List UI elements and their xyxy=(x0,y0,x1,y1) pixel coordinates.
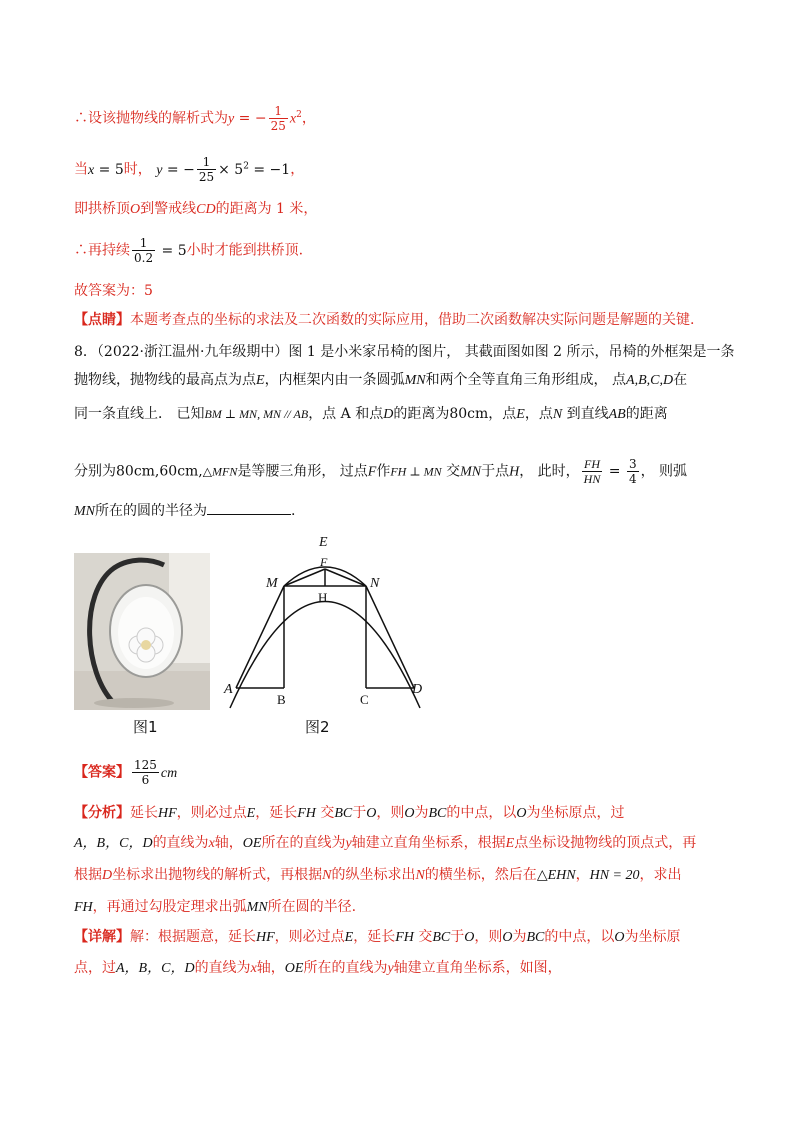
problem-line-2 xyxy=(74,369,726,392)
hanging-chair-illustration xyxy=(74,553,210,710)
text: 交 xyxy=(315,805,335,821)
var-hf: HF xyxy=(158,806,177,821)
text: ， xyxy=(301,110,316,127)
segment-dn xyxy=(366,586,414,688)
text: 的直线为 xyxy=(194,960,251,976)
label-e: E xyxy=(319,535,328,550)
var-o: O xyxy=(130,202,141,217)
var-y: y xyxy=(156,162,163,178)
text: . xyxy=(291,503,296,519)
analysis-line-3 xyxy=(74,864,726,887)
fraction xyxy=(627,457,639,486)
points-abcd: A，B，C，D xyxy=(116,961,195,976)
answer-line: 故答案为：5 xyxy=(74,283,153,299)
var-o: O xyxy=(516,806,527,821)
label-n: N xyxy=(370,576,380,591)
tag-key-point: 【点睛】 xyxy=(74,312,130,328)
var-cd: CD xyxy=(196,202,216,217)
text: 作 xyxy=(376,463,391,480)
detail-line-2 xyxy=(74,957,726,980)
solution-line-3 xyxy=(74,198,726,221)
frac-den: HN xyxy=(583,472,601,486)
text: 时， xyxy=(123,161,152,178)
text: 点坐标设抛物线的顶点式，再 xyxy=(514,835,697,851)
text: = xyxy=(604,463,625,480)
text: 即拱桥顶 xyxy=(74,201,130,217)
figure-2-diagram xyxy=(222,530,437,710)
answer-blank xyxy=(207,500,291,515)
text: ，内框架内由一条圆弧 xyxy=(264,372,405,388)
frac-den: 25 xyxy=(270,119,286,134)
text: 所在的直线为 xyxy=(303,960,388,976)
text: 所在的直线为 xyxy=(261,835,346,851)
var-hf: HF xyxy=(256,930,275,945)
var-x: x xyxy=(250,961,257,976)
text: 到直线 xyxy=(562,406,609,422)
var-mn: MN xyxy=(460,464,482,480)
var-o: O xyxy=(614,930,625,945)
frac-den: 25 xyxy=(198,170,215,185)
var-d: D xyxy=(102,868,113,883)
var-x: x xyxy=(88,162,95,178)
text: 轴建立直角坐标系，如图， xyxy=(393,960,562,976)
condition-formula: BM ⊥ MN, MN // AB xyxy=(204,407,309,421)
solution-line-2 xyxy=(74,155,726,184)
frac-num: 1 xyxy=(269,104,288,119)
var-oe: OE xyxy=(284,961,304,976)
fraction xyxy=(582,457,603,486)
text: = − xyxy=(234,110,267,127)
var-fh: FH xyxy=(74,900,93,915)
value: 80cm xyxy=(449,406,489,422)
var-e: E xyxy=(516,407,525,422)
label-h: H xyxy=(318,590,328,605)
var-e: E xyxy=(344,930,354,945)
var-x: x xyxy=(208,836,215,851)
text: ，点 A 和点 xyxy=(308,406,384,422)
var-o: O xyxy=(404,806,415,821)
var-bc: BC xyxy=(526,930,545,945)
text: ，点 xyxy=(488,406,517,422)
text: ∴设该抛物线的解析式为 xyxy=(74,110,228,127)
label-c: C xyxy=(360,692,369,707)
text: 所在圆的半径. xyxy=(267,899,357,915)
text: 的距离 xyxy=(625,406,668,422)
var-n: N xyxy=(552,407,563,422)
solution-line-1 xyxy=(74,104,726,133)
var-h: H xyxy=(509,464,520,480)
var-abcd: A,B,C,D xyxy=(626,373,674,388)
detail-line-1 xyxy=(74,926,726,949)
analysis-line-1 xyxy=(74,802,726,825)
text: ， 则弧 xyxy=(640,463,688,480)
var-o: O xyxy=(366,806,377,821)
text: 小时才能到拱桥顶. xyxy=(186,242,304,259)
var-o: O xyxy=(464,930,475,945)
figure-1-caption: 图1 xyxy=(133,718,158,736)
frac-den: 4 xyxy=(628,472,637,486)
text: ， xyxy=(575,867,590,883)
frac-num: 3 xyxy=(628,457,637,471)
text: 坐标求出抛物线的解析式，再根据 xyxy=(112,867,323,883)
problem-line-5 xyxy=(74,500,726,523)
frac-num: FH xyxy=(582,457,603,472)
text: 为 xyxy=(414,805,429,821)
text: 的直线为 xyxy=(152,835,209,851)
var-n: N xyxy=(322,868,332,883)
var-ab: AB xyxy=(608,407,626,422)
var-mn: MN xyxy=(404,373,426,388)
label-m: M xyxy=(266,576,278,591)
triangle-ehn: △EHN xyxy=(536,868,576,883)
text: ，延长 xyxy=(353,929,396,945)
problem-line-4 xyxy=(74,457,726,486)
key-point-line xyxy=(74,309,726,331)
frac-den: 6 xyxy=(141,773,150,787)
exponent: 2 xyxy=(296,110,302,120)
text: 分别为 xyxy=(74,463,116,480)
text: ，求出 xyxy=(639,867,682,883)
var-y: y xyxy=(387,961,394,976)
label-b: B xyxy=(277,692,286,707)
problem-line-1: 8．（2022·浙江温州·九年级期中）图 1 是小米家吊椅的图片， 其截面图如图 2 所示，吊椅的外框架是一条 xyxy=(74,344,735,360)
triangle-mfn: △MFN xyxy=(202,464,238,479)
frac-num: 1 xyxy=(197,155,216,170)
var-y: y xyxy=(228,111,235,127)
text: 延长 xyxy=(130,805,158,821)
text: = 5 xyxy=(94,161,124,178)
text: = − xyxy=(162,161,195,178)
text: 于点 xyxy=(481,463,510,480)
unit: cm xyxy=(160,765,178,781)
text: = −1 xyxy=(248,161,291,178)
var-y: y xyxy=(345,836,352,851)
points-abcd: A，B，C，D xyxy=(74,836,153,851)
fraction xyxy=(132,236,155,265)
text: ， 此时， xyxy=(519,463,580,480)
var-x: x xyxy=(289,111,297,127)
var-fh: FH xyxy=(395,930,414,945)
var-n: N xyxy=(415,868,425,883)
text: 为坐标原 xyxy=(624,929,681,945)
text: 的纵坐标求出 xyxy=(331,867,416,883)
text: 轴， xyxy=(214,835,243,851)
text: 于 xyxy=(450,929,465,945)
text: 解：根据题意，延长 xyxy=(130,929,256,945)
hn-equation: HN = 20 xyxy=(589,868,640,883)
outer-parabola xyxy=(230,602,423,709)
text: 当 xyxy=(74,161,88,178)
text: 的横坐标，然后在 xyxy=(424,867,537,883)
var-bc: BC xyxy=(334,806,353,821)
label-a: A xyxy=(224,682,233,697)
text: 的距离为 xyxy=(393,406,450,422)
text: 本题考查点的坐标的求法及二次函数的实际应用，借助二次函数解决实际问题是解题的关键. xyxy=(130,312,695,328)
text: × 5 xyxy=(218,161,244,178)
tag-analysis: 【分析】 xyxy=(74,805,130,821)
var-e: E xyxy=(505,836,515,851)
text: ， xyxy=(290,161,305,178)
var-d: D xyxy=(383,407,394,422)
solution-line-4 xyxy=(74,236,726,265)
var-bc: BC xyxy=(428,806,447,821)
var-o: O xyxy=(502,930,513,945)
text: 于 xyxy=(352,805,367,821)
tag-answer: 【答案】 xyxy=(74,764,130,781)
text: ，则 xyxy=(376,805,405,821)
text: 交 xyxy=(413,929,433,945)
var-mn: MN xyxy=(246,900,268,915)
hanging-chair-photo xyxy=(74,553,210,710)
var-bc: BC xyxy=(432,930,451,945)
text: 的中点，以 xyxy=(544,929,615,945)
label-d: D xyxy=(412,682,423,697)
label-f: F xyxy=(320,555,328,569)
var-oe: OE xyxy=(242,836,262,851)
problem-line-3 xyxy=(74,403,726,426)
text: 是等腰三角形， 过点 xyxy=(237,463,368,480)
analysis-line-4 xyxy=(74,896,726,919)
value: 80cm,60cm, xyxy=(116,463,203,480)
text: 同一条直线上． 已知 xyxy=(74,406,205,422)
frac-num: 125 xyxy=(134,758,157,772)
text: ∴再持续 xyxy=(74,242,130,259)
analysis-line-2 xyxy=(74,832,726,855)
segment-am xyxy=(236,586,284,688)
figure-2-caption: 图2 xyxy=(305,718,330,736)
text: 在 xyxy=(673,372,688,388)
var-mn: MN xyxy=(74,504,95,519)
text: 轴建立直角坐标系，根据 xyxy=(351,835,506,851)
text: 点，过 xyxy=(74,960,116,976)
text: ，点 xyxy=(524,406,553,422)
text: 和两个全等直角三角形组成， 点 xyxy=(425,372,627,388)
exponent: 2 xyxy=(243,161,249,171)
text: ，则必过点 xyxy=(176,805,247,821)
text: = 5 xyxy=(157,242,187,259)
text: ，再通过勾股定理求出弧 xyxy=(92,899,247,915)
text: 交 xyxy=(441,463,461,480)
text: ，则 xyxy=(474,929,503,945)
frac-num: 1 xyxy=(132,236,155,251)
text: ，则必过点 xyxy=(274,929,345,945)
text: 的中点，以 xyxy=(446,805,517,821)
text: 为 xyxy=(512,929,527,945)
text: 抛物线，抛物线的最高点为点 xyxy=(74,372,256,388)
text: 所在的圆的半径为 xyxy=(95,503,207,519)
text: 的距离为 1 米， xyxy=(215,201,318,217)
fraction xyxy=(197,155,216,184)
fraction xyxy=(269,104,288,133)
var-e: E xyxy=(256,373,265,388)
var-f: F xyxy=(367,464,377,480)
var-e: E xyxy=(246,806,256,821)
frac-den: 0.2 xyxy=(134,251,154,265)
text: 根据 xyxy=(74,867,102,883)
text: 到警戒线 xyxy=(140,201,197,217)
text: ，延长 xyxy=(255,805,298,821)
tag-detail: 【详解】 xyxy=(74,929,130,945)
text: 轴， xyxy=(256,960,285,976)
answer-section xyxy=(74,758,726,787)
fraction xyxy=(132,758,159,787)
fh-formula: FH ⊥ MN xyxy=(390,464,442,479)
text: 为坐标原点，过 xyxy=(526,805,625,821)
var-fh: FH xyxy=(297,806,316,821)
